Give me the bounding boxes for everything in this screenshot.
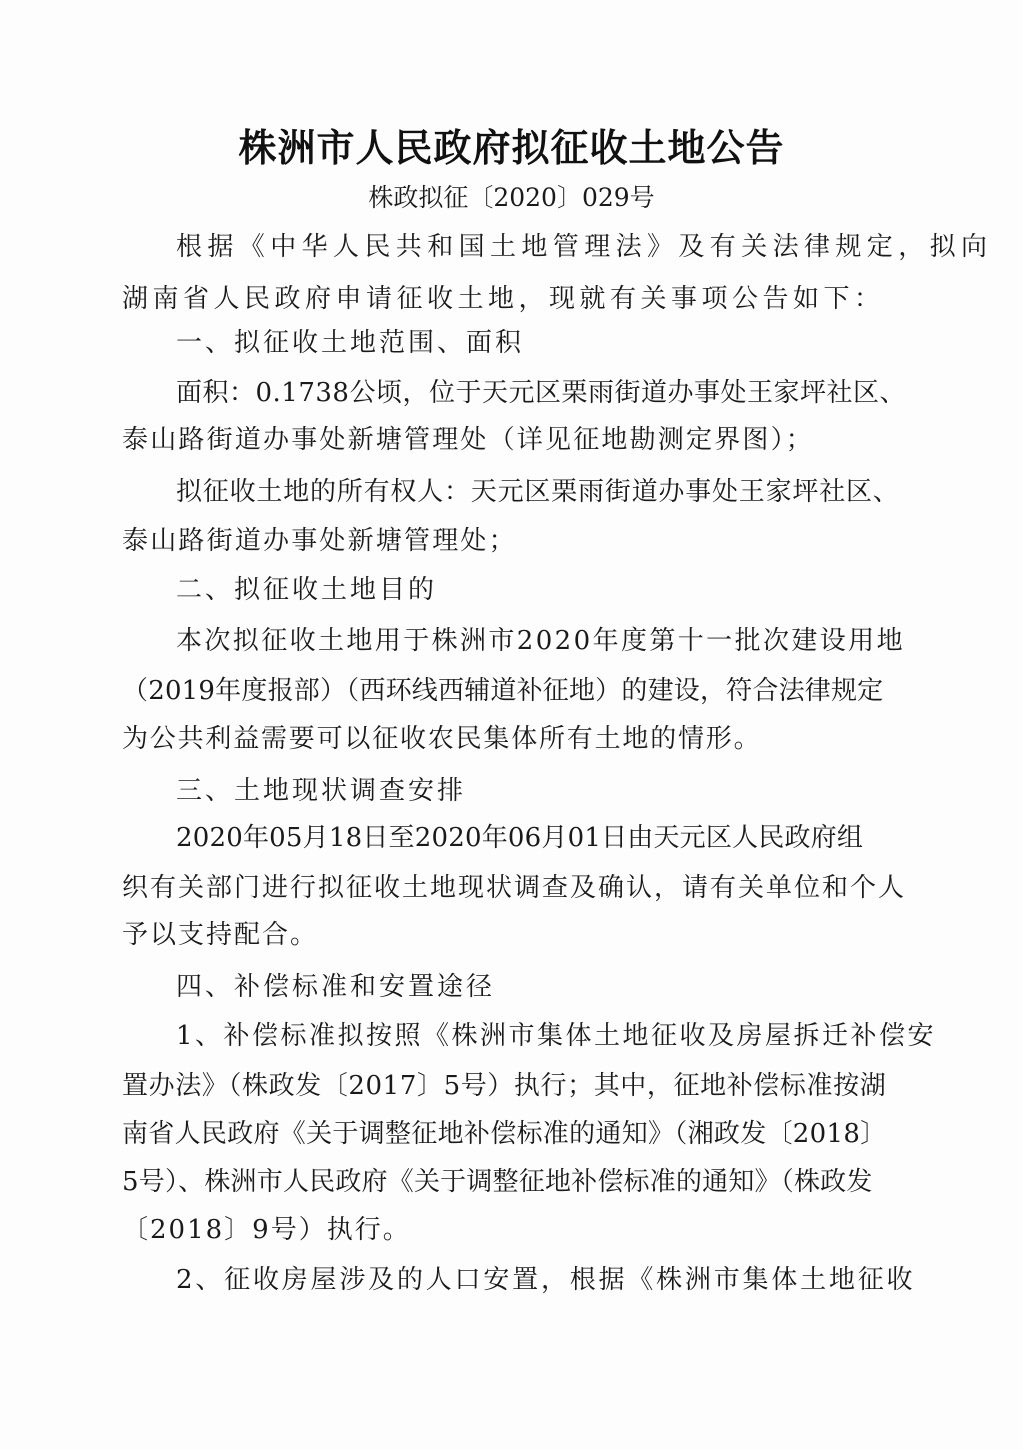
paragraph-line: 泰山路街道办事处新塘管理处；	[122, 526, 517, 556]
document-title: 株洲市人民政府拟征收土地公告	[238, 126, 785, 170]
paragraph-line: 湖南省人民政府申请征收土地，现就有关事项公告如下：	[122, 284, 885, 314]
section-heading: 三、土地现状调查安排	[176, 776, 467, 806]
paragraph-line: 织有关部门进行拟征收土地现状调查及确认，请有关单位和个人	[122, 873, 907, 903]
paragraph-line: 2020年05月18日至2020年06月01日由天元区人民政府组	[176, 823, 864, 853]
section-heading: 一、拟征收土地范围、面积	[176, 328, 525, 358]
paragraph-line: 泰山路街道办事处新塘管理处（详见征地勘测定界图）；	[122, 425, 815, 455]
paragraph-line: 面积：0.1738公顷，位于天元区栗雨街道办事处王家坪社区、	[176, 378, 906, 408]
paragraph-line: 为公共利益需要可以征收农民集体所有土地的情形。	[122, 724, 762, 754]
paragraph-line: 2、征收房屋涉及的人口安置，根据《株洲市集体土地征收	[176, 1265, 916, 1295]
paragraph-line: 本次拟征收土地用于株洲市2020年度第十一批次建设用地	[176, 626, 905, 656]
paragraph-line: 拟征收土地的所有权人：天元区栗雨街道办事处王家坪社区、	[176, 477, 900, 507]
section-heading: 四、补偿标准和安置途径	[176, 972, 496, 1002]
section-heading: 二、拟征收土地目的	[176, 575, 438, 605]
paragraph-line: 1、补偿标准拟按照《株洲市集体土地征收及房屋拆迁补偿安	[176, 1021, 937, 1051]
paragraph-line: 5号）、株洲市人民政府《关于调整征地补偿标准的通知》（株政发	[122, 1167, 873, 1197]
document-number: 株政拟征〔2020〕029号	[368, 183, 655, 212]
paragraph-line: 根据《中华人民共和国土地管理法》及有关法律规定，拟向	[176, 232, 993, 262]
paragraph-line: 置办法》（株政发〔2017〕5号）执行；其中，征地补偿标准按湖	[122, 1071, 887, 1101]
paragraph-line: 南省人民政府《关于调整征地补偿标准的通知》（湘政发〔2018〕	[122, 1119, 887, 1149]
paragraph-line: 予以支持配合。	[122, 920, 319, 950]
paragraph-line: （2019年度报部）（西环线西辅道补征地）的建设，符合法律规定	[122, 676, 884, 706]
paragraph-line: 〔2018〕9号）执行。	[122, 1215, 411, 1245]
